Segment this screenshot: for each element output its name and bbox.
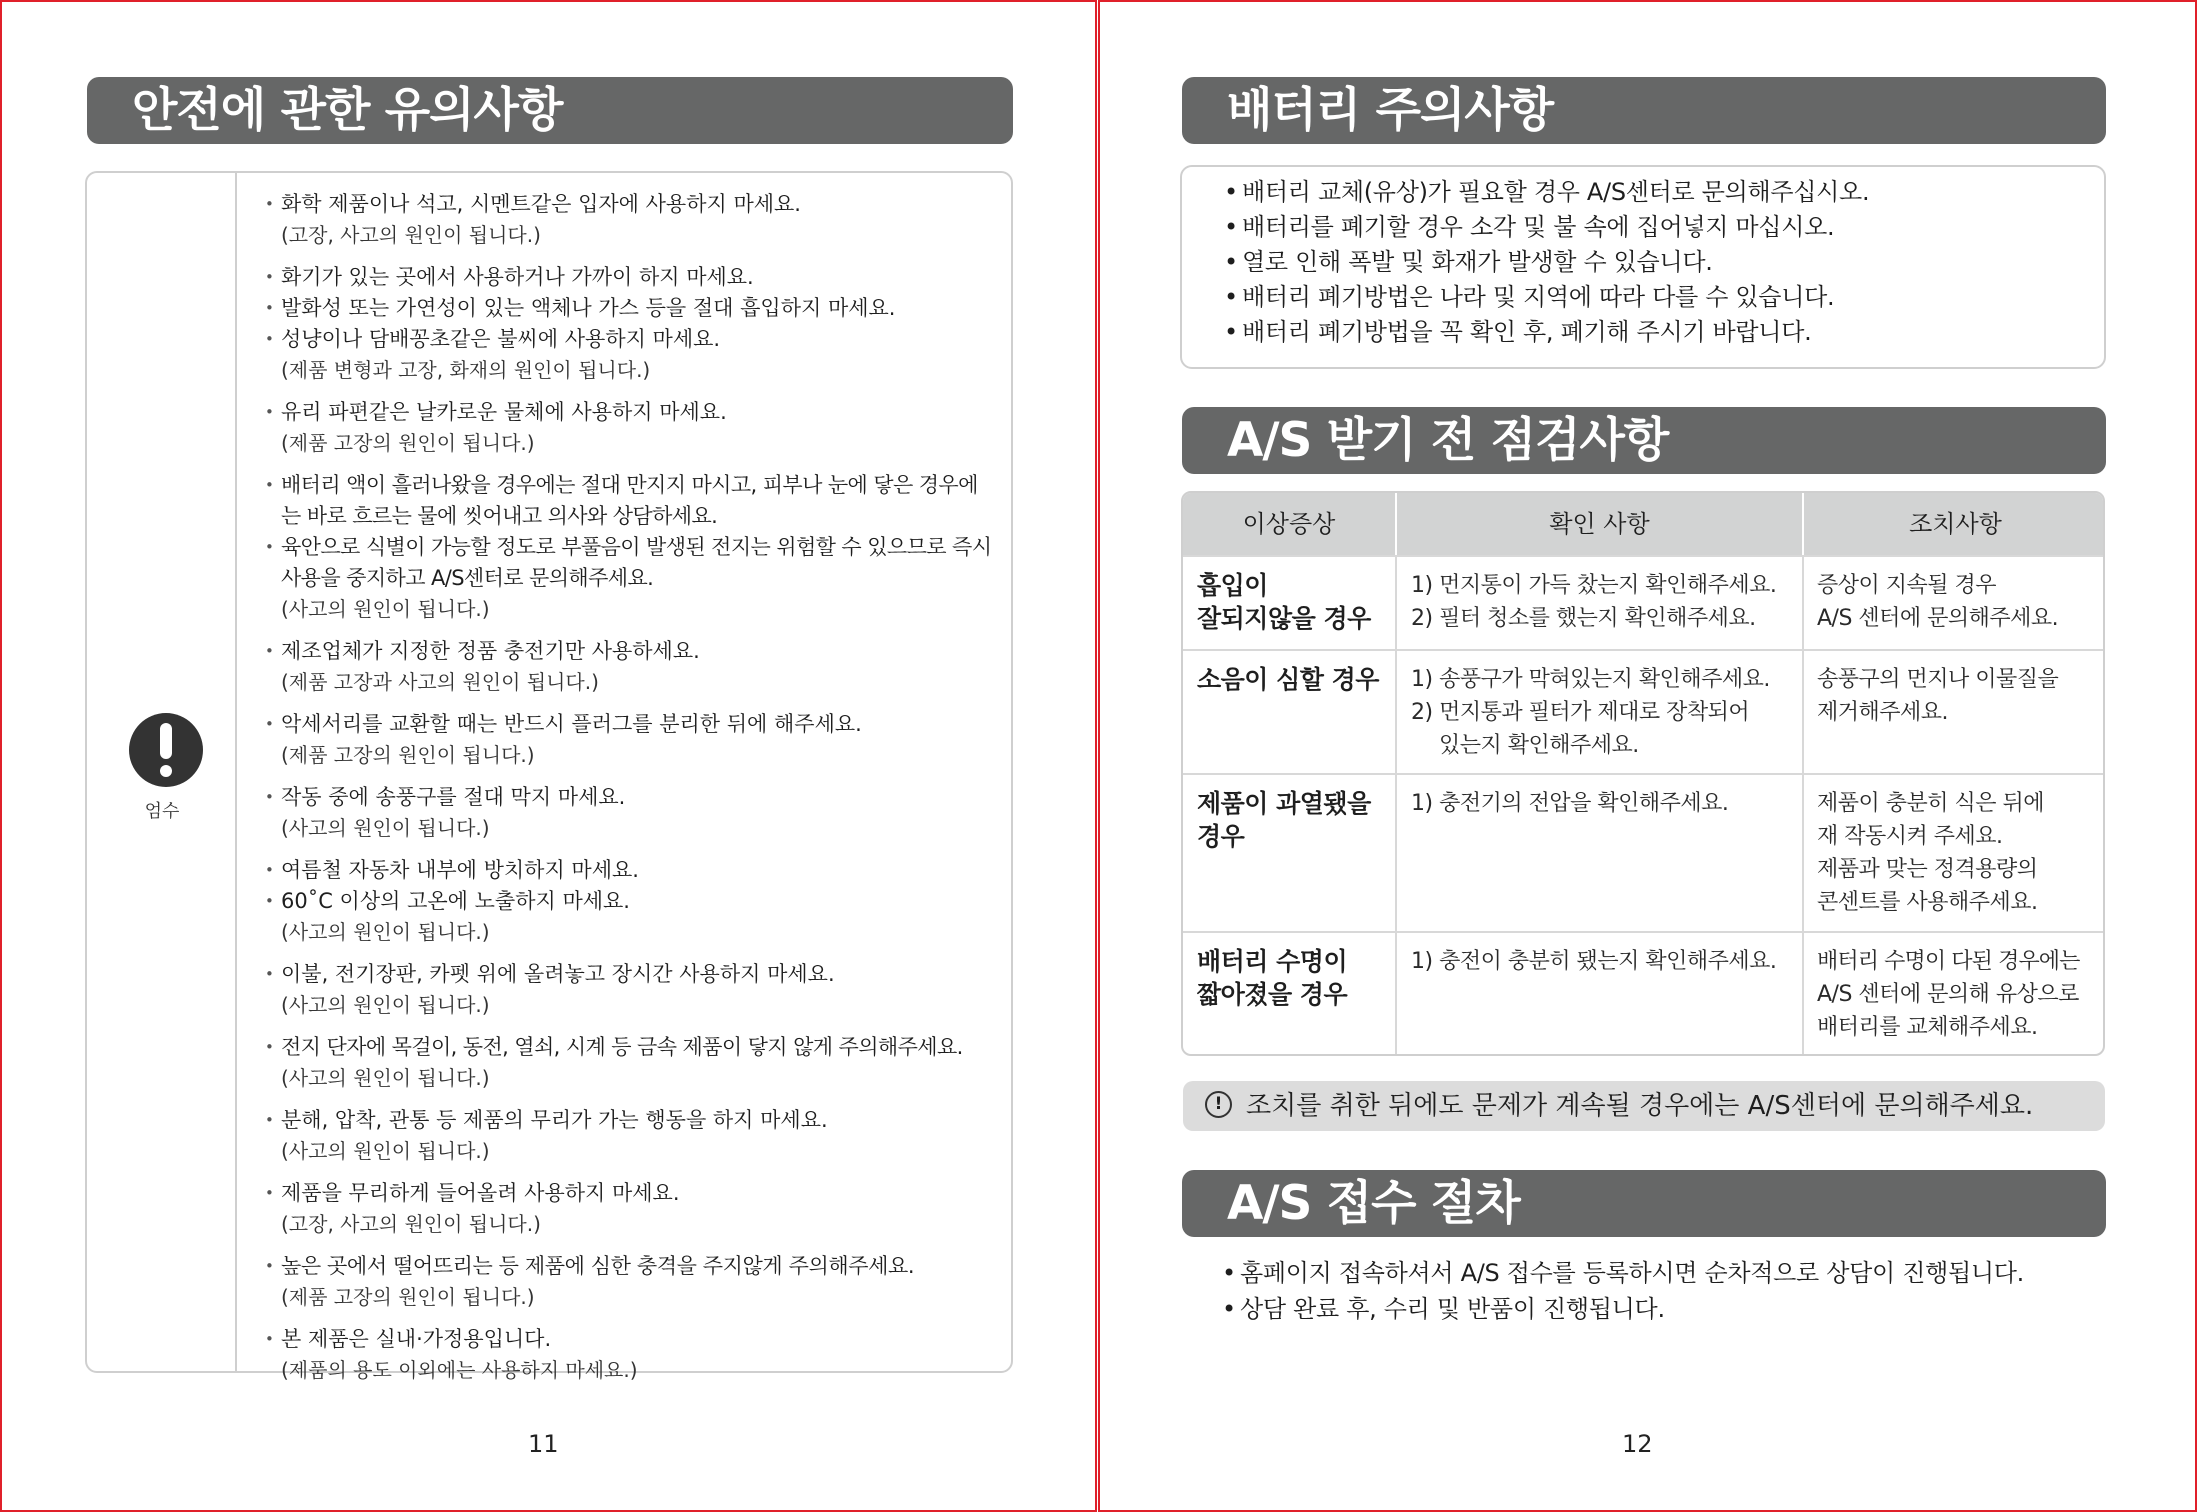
check-text: 있는지 확인해주세요. xyxy=(1439,733,1639,758)
safety-item xyxy=(265,470,995,625)
symptom-text: 배터리 수명이 xyxy=(1197,947,1348,976)
safety-text: • 배터리 액이 흘러나왔을 경우에는 절대 만지지 마시고, 피부나 눈에 닿은 경우에는 바로 흐르는 물에 씻어내고 의사와 상담하세요. xyxy=(265,470,995,532)
symptom-text: 짧아졌을 경우 xyxy=(1197,980,1348,1009)
symptom-text: 소음이 심할 경우 xyxy=(1197,665,1379,694)
safety-note: (제품의 용도 이외에는 사용하지 마세요.) xyxy=(281,1358,638,1382)
symptom-cell xyxy=(1183,651,1395,773)
action-text: 증상이 지속될 경우 xyxy=(1817,573,1997,598)
safety-item xyxy=(265,636,995,698)
exclamation-icon xyxy=(129,713,203,787)
page-number-right: 12 xyxy=(1622,1430,1653,1458)
symptom-cell xyxy=(1183,933,1395,1056)
check-cell xyxy=(1395,557,1802,649)
procedure-list xyxy=(1222,1255,2024,1327)
safety-item xyxy=(265,1105,995,1167)
safety-item xyxy=(265,709,995,771)
safety-item xyxy=(265,1324,995,1386)
symptom-cell xyxy=(1183,557,1395,649)
safety-text: • 높은 곳에서 떨어뜨리는 등 제품에 심한 충격을 주지않게 주의해주세요. xyxy=(265,1251,995,1282)
table-header-cell: 조치사항 xyxy=(1802,493,2105,555)
safety-text: • 이불, 전기장판, 카펫 위에 올려놓고 장시간 사용하지 마세요. xyxy=(265,959,995,990)
safety-list xyxy=(265,189,995,1397)
symptom-text: 경우 xyxy=(1197,822,1245,851)
table-row xyxy=(1183,773,2103,931)
safety-item xyxy=(265,1251,995,1313)
check-text: 2) 필터 청소를 했는지 확인해주세요. xyxy=(1411,606,1756,631)
safety-note: (제품 고장의 원인이 됩니다.) xyxy=(281,431,535,455)
action-cell xyxy=(1802,557,2105,649)
action-text: 배터리를 교체해주세요. xyxy=(1817,1015,2038,1040)
safety-header: 안전에 관한 유의사항 xyxy=(87,77,1013,144)
battery-header: 배터리 주의사항 xyxy=(1182,77,2106,144)
check-cell xyxy=(1395,775,1802,931)
symptom-text: 제품이 과열됐을 xyxy=(1197,789,1371,818)
notice-text: 조치를 취한 뒤에도 문제가 계속될 경우에는 A/S센터에 문의해주세요. xyxy=(1246,1091,2034,1121)
table-row xyxy=(1183,649,2103,773)
safety-note: (사고의 원인이 됩니다.) xyxy=(281,1066,490,1090)
safety-text: • 성냥이나 담배꽁초같은 불씨에 사용하지 마세요. xyxy=(265,324,995,355)
safety-box xyxy=(85,171,1013,1382)
check-text: 2) 먼지통과 필터가 제대로 장착되어 xyxy=(1411,700,1750,725)
battery-item: • 열로 인해 폭발 및 화재가 발생할 수 있습니다. xyxy=(1224,245,2104,280)
check-table xyxy=(1181,491,2105,1056)
warning-column xyxy=(87,173,237,1371)
safety-note: (사고의 원인이 됩니다.) xyxy=(281,816,490,840)
action-cell xyxy=(1802,933,2105,1056)
procedure-item: • 홈페이지 접속하셔서 A/S 접수를 등록하시면 순차적으로 상담이 진행됩니다. xyxy=(1222,1255,2024,1291)
action-text: 제품과 맞는 정격용량의 xyxy=(1817,857,2038,882)
safety-text: • 60˚C 이상의 고온에 노출하지 마세요. xyxy=(265,886,995,917)
safety-item xyxy=(265,782,995,844)
action-text: 재 작동시켜 주세요. xyxy=(1817,824,2003,849)
action-text: A/S 센터에 문의해 유상으로 xyxy=(1817,982,2079,1007)
safety-text: • 유리 파편같은 날카로운 물체에 사용하지 마세요. xyxy=(265,397,995,428)
action-cell xyxy=(1802,651,2105,773)
safety-item xyxy=(265,189,995,251)
safety-item xyxy=(265,1032,995,1094)
safety-note: (제품 고장의 원인이 됩니다.) xyxy=(281,1285,535,1309)
battery-item: • 배터리 폐기방법을 꼭 확인 후, 폐기해 주시기 바랍니다. xyxy=(1224,315,2104,350)
table-row xyxy=(1183,931,2103,1056)
battery-item: • 배터리를 폐기할 경우 소각 및 불 속에 집어넣지 마십시오. xyxy=(1224,210,2104,245)
action-text: 제거해주세요. xyxy=(1817,700,1949,725)
safety-note: (사고의 원인이 됩니다.) xyxy=(281,993,490,1017)
safety-item xyxy=(265,1178,995,1240)
check-text: 1) 먼지통이 가득 찼는지 확인해주세요. xyxy=(1411,573,1777,598)
action-cell xyxy=(1802,775,2105,931)
safety-text: • 제조업체가 지정한 정품 충전기만 사용하세요. xyxy=(265,636,995,667)
action-text: 콘센트를 사용해주세요. xyxy=(1817,890,2038,915)
safety-text: • 악세서리를 교환할 때는 반드시 플러그를 분리한 뒤에 해주세요. xyxy=(265,709,995,740)
check-header: A/S 받기 전 점검사항 xyxy=(1182,407,2106,474)
symptom-text: 흡입이 xyxy=(1197,571,1268,600)
check-text: 1) 충전이 충분히 됐는지 확인해주세요. xyxy=(1411,949,1777,974)
safety-item xyxy=(265,855,995,948)
safety-note: (고장, 사고의 원인이 됩니다.) xyxy=(281,1212,541,1236)
warning-label: 엄수 xyxy=(144,801,180,822)
safety-text: • 화기가 있는 곳에서 사용하거나 가까이 하지 마세요. xyxy=(265,262,995,293)
table-header-cell: 확인 사항 xyxy=(1395,493,1802,555)
symptom-cell xyxy=(1183,775,1395,931)
safety-text: • 작동 중에 송풍구를 절대 막지 마세요. xyxy=(265,782,995,813)
safety-text: • 화학 제품이나 석고, 시멘트같은 입자에 사용하지 마세요. xyxy=(265,189,995,220)
procedure-header: A/S 접수 절차 xyxy=(1182,1170,2106,1237)
safety-item xyxy=(265,262,995,386)
battery-box xyxy=(1180,165,2106,369)
battery-item: • 배터리 교체(유상)가 필요할 경우 A/S센터로 문의해주십시오. xyxy=(1224,175,2104,210)
safety-text: • 제품을 무리하게 들어올려 사용하지 마세요. xyxy=(265,1178,995,1209)
notice-bar xyxy=(1183,1081,2105,1131)
battery-item: • 배터리 폐기방법은 나라 및 지역에 따라 다를 수 있습니다. xyxy=(1224,280,2104,315)
action-text: A/S 센터에 문의해주세요. xyxy=(1817,606,2059,631)
procedure-item: • 상담 완료 후, 수리 및 반품이 진행됩니다. xyxy=(1222,1291,2024,1327)
action-text: 제품이 충분히 식은 뒤에 xyxy=(1817,791,2045,816)
safety-note: (제품 고장과 사고의 원인이 됩니다.) xyxy=(281,670,599,694)
table-header-row xyxy=(1183,493,2103,555)
page-number-left: 11 xyxy=(528,1430,559,1458)
action-text: 배터리 수명이 다된 경우에는 xyxy=(1817,949,2080,974)
info-icon: ! xyxy=(1205,1091,1232,1118)
safety-note: (사고의 원인이 됩니다.) xyxy=(281,920,490,944)
safety-note: (사고의 원인이 됩니다.) xyxy=(281,597,490,621)
action-text: 송풍구의 먼지나 이물질을 xyxy=(1817,667,2059,692)
safety-item xyxy=(265,959,995,1021)
safety-note: (고장, 사고의 원인이 됩니다.) xyxy=(281,223,541,247)
check-cell xyxy=(1395,651,1802,773)
safety-text: • 여름철 자동차 내부에 방치하지 마세요. xyxy=(265,855,995,886)
safety-note: (제품 고장의 원인이 됩니다.) xyxy=(281,743,535,767)
symptom-text: 잘되지않을 경우 xyxy=(1197,604,1371,633)
check-cell xyxy=(1395,933,1802,1056)
safety-note: (제품 변형과 고장, 화재의 원인이 됩니다.) xyxy=(281,358,651,382)
safety-text: • 본 제품은 실내·가정용입니다. xyxy=(265,1324,995,1355)
safety-text: • 분해, 압착, 관통 등 제품의 무리가 가는 행동을 하지 마세요. xyxy=(265,1105,995,1136)
safety-item xyxy=(265,397,995,459)
safety-note: (사고의 원인이 됩니다.) xyxy=(281,1139,490,1163)
check-text: 1) 충전기의 전압을 확인해주세요. xyxy=(1411,791,1729,816)
check-text: 1) 송풍구가 막혀있는지 확인해주세요. xyxy=(1411,667,1770,692)
safety-text: • 전지 단자에 목걸이, 동전, 열쇠, 시계 등 금속 제품이 닿지 않게 주의해주세요. xyxy=(265,1032,995,1063)
safety-text: • 발화성 또는 가연성이 있는 액체나 가스 등을 절대 흡입하지 마세요. xyxy=(265,293,995,324)
table-row xyxy=(1183,555,2103,649)
safety-text: • 육안으로 식별이 가능할 정도로 부풀음이 발생된 전지는 위험할 수 있으므로 즉시 사용을 중지하고 A/S센터로 문의해주세요. xyxy=(265,532,995,594)
table-header-cell: 이상증상 xyxy=(1242,510,1336,538)
